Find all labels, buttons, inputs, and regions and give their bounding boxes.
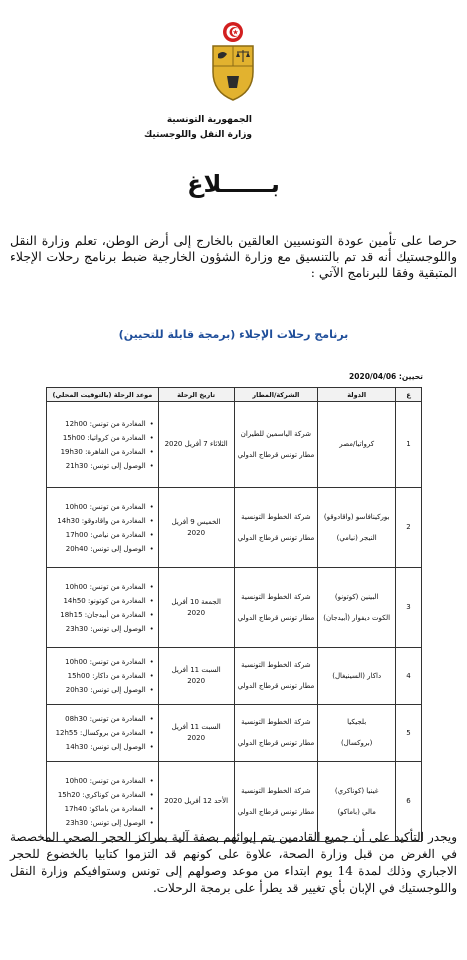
col-header-country: الدولة — [318, 388, 396, 402]
schedule-cell — [47, 705, 159, 762]
schedule-item: • المغادرة من نيامي: 17h00 — [50, 528, 146, 542]
table-row — [47, 705, 422, 762]
closing-paragraph: ويجدر التأكيد على أن جميع القادمين يتم إيوائهم بصفة آلية بمراكز الحجر الصحي المخصصة في الغرض من قبل وزارة الصحة، علاوة على كونهم قد التزموا كتابيا بالخضوع للحجر الاجباري وذلك لمدة 14 يوم ابتداء من موعد وصولهم إلى تونس وستوافيكم وزارة النقل واللوجستيك في الإبان بأي تغيير قد يطرأ على برمجة الرحلات. — [10, 830, 458, 895]
col-header-date: تاريخ الرحلة — [158, 388, 234, 402]
schedule-item: • المغادرة من القاهرة: 19h30 — [50, 445, 146, 459]
company-cell: شركة الخطوط التونسية مطار تونس قرطاج الدولي — [234, 488, 318, 568]
row-number: 4 — [396, 648, 422, 705]
update-date: تحيين: 2020/04/06 — [349, 372, 423, 381]
row-number: 1 — [396, 402, 422, 488]
document-title: بــــــلاغ — [187, 170, 280, 198]
schedule-item: • الوصول إلى تونس: 21h30 — [50, 459, 146, 473]
evacuation-flights-table — [46, 387, 422, 842]
issuer-header — [144, 113, 252, 143]
schedule-item: • المغادرة من تونس: 12h00 — [50, 417, 146, 431]
ministry-name: وزارة النقل واللوجستيك — [143, 130, 252, 140]
table-row — [47, 402, 422, 488]
company-cell: شركة الخطوط التونسية مطار تونس قرطاج الدولي — [234, 762, 318, 842]
col-header-number: ع — [396, 388, 422, 402]
schedule-item: • الوصول إلى تونس: 23h30 — [50, 816, 146, 830]
schedule-item: • المغادرة من كرواتيا: 15h00 — [50, 431, 146, 445]
program-title: برنامج رحلات الإجلاء (برمجة قابلة للتحيين) — [118, 328, 349, 341]
schedule-item: • المغادرة من واقادوقو: 14h30 — [50, 514, 146, 528]
schedule-item: • المغادرة من بروكسال: 12h55 — [50, 726, 146, 740]
company-cell: شركة الخطوط التونسية مطار تونس قرطاج الدولي — [234, 648, 318, 705]
date-cell: السبت 11 أفريل 2020 — [158, 705, 234, 762]
table-row — [47, 568, 422, 648]
schedule-item: • الوصول إلى تونس: 23h30 — [50, 622, 146, 636]
date-cell: الخميس 9 أفريل 2020 — [158, 488, 234, 568]
schedule-cell — [47, 648, 159, 705]
intro-paragraph: حرصا على تأمين عودة التونسيين العالقين بالخارج إلى أرض الوطن، تعلم وزارة النقل واللوجستيك أنه قد تم بالتنسيق مع وزارة الشؤون الخارجية ضبط برنامج رحلات الإجلاء المتبقية وفقا للبرنامج الآتي : — [10, 233, 457, 280]
row-number: 5 — [396, 705, 422, 762]
row-number: 2 — [396, 488, 422, 568]
schedule-item: • المغادرة من تونس: 10h00 — [50, 774, 146, 788]
schedule-item: • المغادرة من تونس: 10h00 — [50, 500, 146, 514]
republic-name: الجمهورية التونسية — [166, 115, 252, 125]
schedule-item: • المغادرة من كوتونو: 14h50 — [50, 594, 146, 608]
schedule-item: • المغادرة من داكار: 15h00 — [50, 669, 146, 683]
company-cell: شركة الياسمين للطيران مطار تونس قرطاج الدولي — [234, 402, 318, 488]
schedule-item: • الوصول إلى تونس: 14h30 — [50, 740, 146, 754]
table-row — [47, 488, 422, 568]
company-cell: شركة الخطوط التونسية مطار تونس قرطاج الدولي — [234, 705, 318, 762]
schedule-item: • المغادرة من باماكو: 17h40 — [50, 802, 146, 816]
row-number: 3 — [396, 568, 422, 648]
col-header-schedule: موعد الرحلة (بالتوقيت المحلي) — [47, 388, 159, 402]
table-row — [47, 648, 422, 705]
schedule-item: • الوصول إلى تونس: 20h30 — [50, 683, 146, 697]
date-cell: الجمعة 10 أفريل 2020 — [158, 568, 234, 648]
col-header-company: الشركة/المطار — [234, 388, 318, 402]
table-header-row — [47, 388, 422, 402]
schedule-item: • المغادرة من تونس: 08h30 — [50, 712, 146, 726]
schedule-item: • المغادرة من كوناكري: 15h20 — [50, 788, 146, 802]
country-cell: بوركينافاسو (واقادوقو) النيجر (نيامي) — [318, 488, 396, 568]
country-cell: داكار (السينيغال) — [318, 648, 396, 705]
schedule-cell — [47, 568, 159, 648]
schedule-item: • المغادرة من تونس: 10h00 — [50, 580, 146, 594]
date-cell: السبت 11 أفريل 2020 — [158, 648, 234, 705]
date-cell: الثلاثاء 7 أفريل 2020 — [158, 402, 234, 488]
schedule-cell — [47, 488, 159, 568]
row-number: 6 — [396, 762, 422, 842]
company-cell: شركة الخطوط التونسية مطار تونس قرطاج الدولي — [234, 568, 318, 648]
schedule-item: • المغادرة من أبيدجان: 18h15 — [50, 608, 146, 622]
schedule-item: • الوصول إلى تونس: 20h40 — [50, 542, 146, 556]
schedule-cell — [47, 402, 159, 488]
country-cell: غينيا (كوناكري) مالي (باماكو) — [318, 762, 396, 842]
country-cell: كرواتيا/مصر — [318, 402, 396, 488]
date-cell: الأحد 12 أفريل 2020 — [158, 762, 234, 842]
schedule-item: • المغادرة من تونس: 10h00 — [50, 655, 146, 669]
country-cell: بلجيكيا (بروكسال) — [318, 705, 396, 762]
country-cell: البينين (كوتونو) الكوت ديفوار (أبيدجان) — [318, 568, 396, 648]
tunisia-coat-of-arms-icon — [205, 20, 261, 104]
